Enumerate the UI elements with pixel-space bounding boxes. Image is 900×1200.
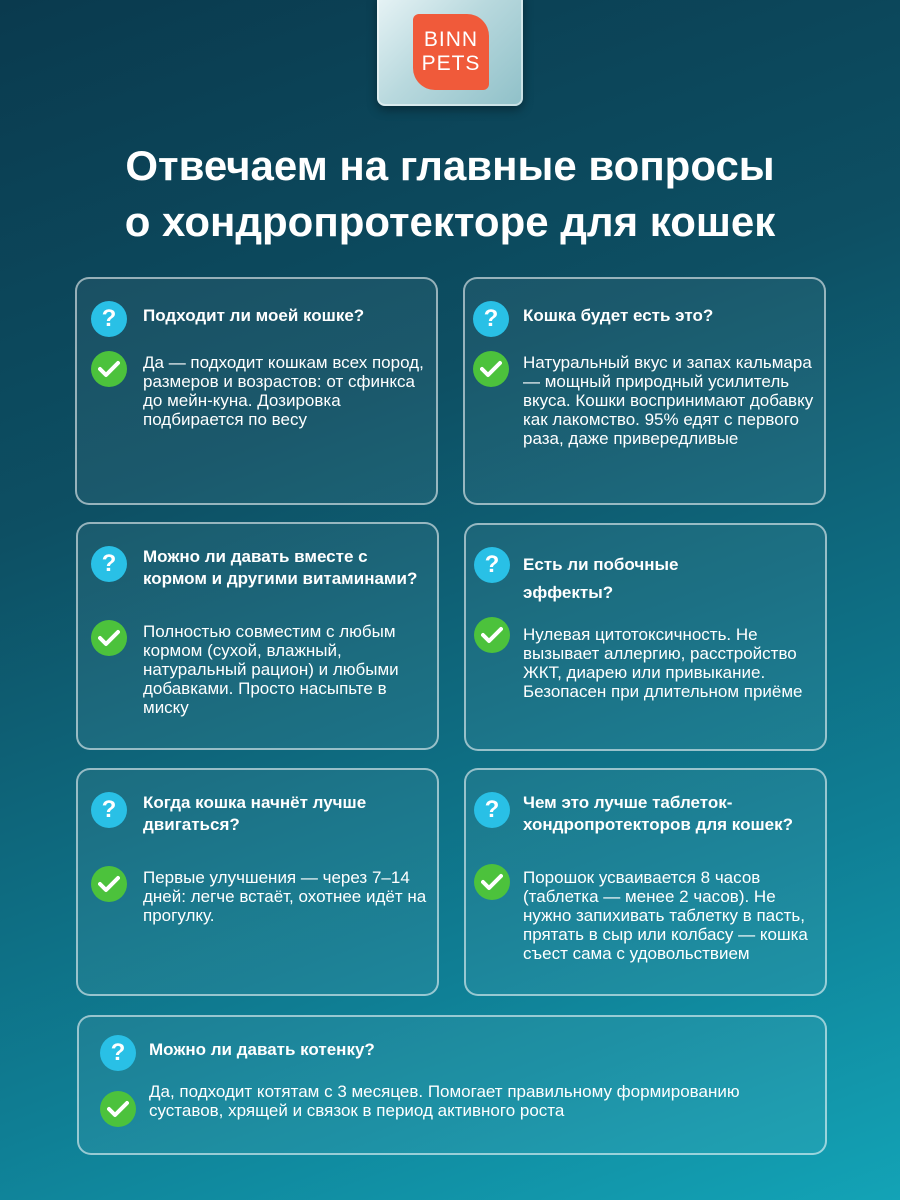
question-icon: ? <box>474 792 510 828</box>
question-icon: ? <box>91 546 127 582</box>
faq-card-4 <box>464 523 827 751</box>
faq-answer: Да — подходит кошкам всех пород, размеров и возрастов: от сфинкса до мейн-куна. Дозировка подбирается по весу <box>143 353 424 429</box>
question-icon: ? <box>474 547 510 583</box>
faq-question: Есть ли побочные эффекты? <box>523 555 679 602</box>
faq-question: Можно ли давать котенку? <box>149 1040 375 1059</box>
faq-card-3 <box>76 522 439 750</box>
faq-question: Можно ли давать вместе с кормом и другими витаминами? <box>143 547 418 588</box>
question-icon: ? <box>91 792 127 828</box>
logo-line-2: PETS <box>421 52 481 75</box>
question-icon: ? <box>91 301 127 337</box>
faq-answer: Полностью совместим с любым кормом (сухой, влажный, натуральный рацион) и любыми добавками. Просто насыпьте в миску <box>143 622 399 717</box>
faq-answer: Да, подходит котятам с 3 месяцев. Помогает правильному формированию суставов, хрящей и связок в период активного роста <box>149 1082 740 1120</box>
faq-question: Когда кошка начнёт лучше двигаться? <box>143 793 367 834</box>
faq-card-6 <box>464 768 827 996</box>
check-icon <box>474 864 510 900</box>
faq-question: Кошка будет есть это? <box>523 306 714 325</box>
check-icon <box>473 351 509 387</box>
title-line-1: Отвечаем на главные вопросы <box>125 142 775 189</box>
question-icon: ? <box>473 301 509 337</box>
check-icon <box>91 351 127 387</box>
faq-answer: Порошок усваивается 8 часов (таблетка — менее 2 часов). Не нужно запихивать таблетку в пасть, прятать в сыр или колбасу — кошка съест сама с удовольствием <box>523 868 808 963</box>
faq-card-1 <box>75 277 438 505</box>
check-icon <box>91 866 127 902</box>
brand-logo <box>413 14 489 90</box>
faq-question: Подходит ли моей кошке? <box>143 306 365 325</box>
faq-card-2 <box>463 277 826 505</box>
check-icon <box>474 617 510 653</box>
faq-answer: Нулевая цитотоксичность. Не вызывает аллергию, расстройство ЖКТ, диарею или привыкание. Безопасен при длительном приёме <box>523 625 803 701</box>
faq-answer: Натуральный вкус и запах кальмара — мощный природный усилитель вкуса. Кошки воспринимают добавку как лакомство. 95% едят с первого раза, даже привередливые <box>523 353 814 448</box>
title-line-2: о хондропротекторе для кошек <box>124 198 776 245</box>
faq-card-5 <box>76 768 439 996</box>
faq-answer: Первые улучшения — через 7–14 дней: легче встаёт, охотнее идёт на прогулку. <box>143 868 427 925</box>
page-title <box>0 138 900 250</box>
logo-line-1: BINN <box>423 28 479 51</box>
check-icon <box>100 1091 136 1127</box>
faq-card-7 <box>77 1015 827 1155</box>
question-icon: ? <box>100 1035 136 1071</box>
check-icon <box>91 620 127 656</box>
faq-question: Чем это лучше таблеток-хондропротекторов для кошек? <box>523 793 793 834</box>
